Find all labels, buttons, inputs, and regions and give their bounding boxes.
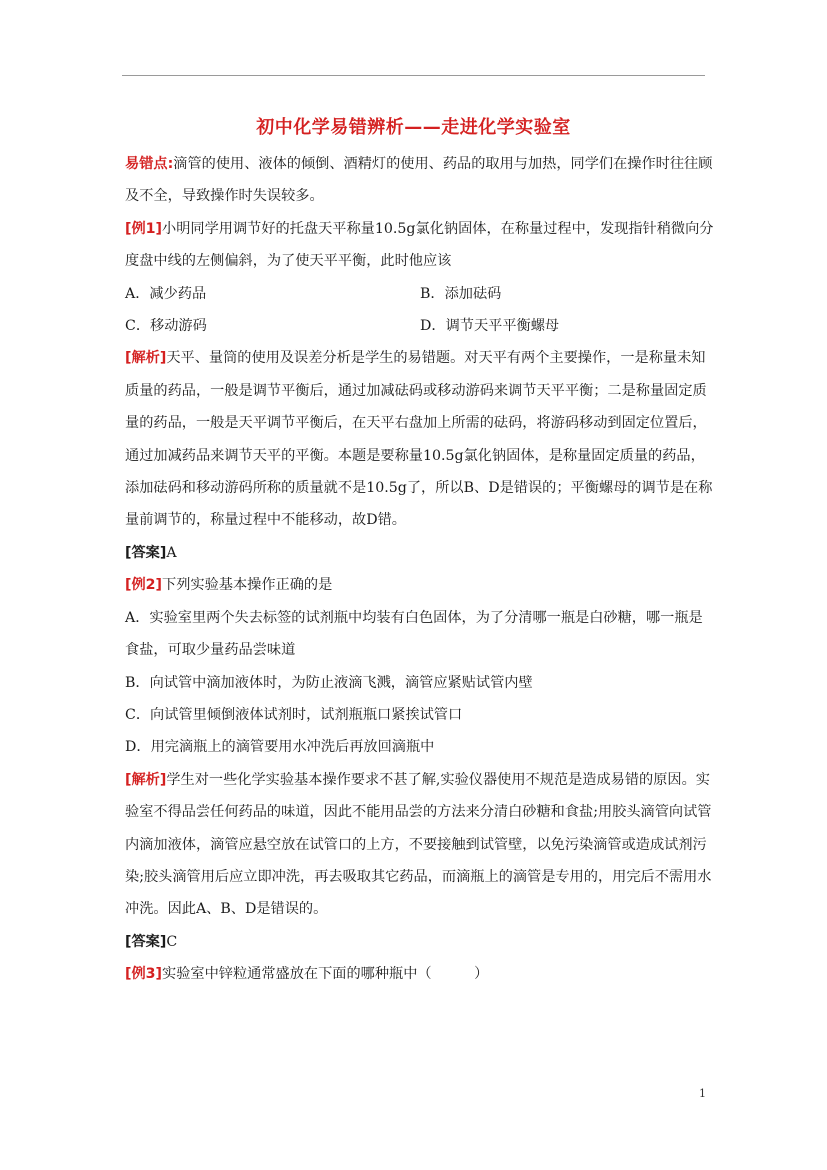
intro-paragraph	[125, 148, 715, 213]
error-point-label: 易错点:	[125, 156, 174, 172]
example-3-question	[125, 958, 715, 990]
example-2-answer	[125, 926, 715, 958]
analysis-text: 学生对一些化学实验基本操作要求不甚了解,实验仪器使用不规范是造成易错的原因。实验室不得品尝任何药品的味道，因此不能用品尝的方法来分清白砂糖和食盐;用胶头滴管向试管内滴加液体，滴管应悬空放在试管口的上方，不要接触到试管壁，以免污染滴管或造成试剂污染;胶头滴管用后应立即冲洗，再去吸取其它药品，而滴瓶上的滴管是专用的，用完后不需用水冲洗。因此A、B、D是错误的。	[125, 771, 712, 918]
analysis-label: [解析]	[125, 350, 167, 367]
option-d: D．调节天平平衡螺母	[420, 318, 560, 335]
example-2-option-a: A．实验室里两个失去标签的试剂瓶中均装有白色固体，为了分清哪一瓶是白砂糖，哪一瓶是食盐，可取少量药品尝味道	[125, 609, 703, 659]
analysis-label: [解析]	[125, 771, 167, 788]
example-3-label: [例3]	[125, 966, 163, 983]
header-rule	[122, 75, 705, 76]
example-2-label: [例2]	[125, 577, 163, 594]
example-2-text: 下列实验基本操作正确的是	[162, 577, 333, 594]
answer-value: A	[166, 544, 177, 561]
analysis-text: 天平、量筒的使用及误差分析是学生的易错题。对天平有两个主要操作，一是称量未知质量的药品，一般是调节平衡后，通过加减砝码或移动游码来调节天平平衡；二是称量固定质量的药品，一般是天平调节平衡后，在天平右盘加上所需的砝码，将游码移动到固定位置后，通过加减药品来调节天平的平衡。本题是要称量10.5g氯化钠固体，是称量固定质量的药品，添加砝码和移动游码所称的质量就不是10.5g了，所以B、D是错误的；平衡螺母的调节是在称量前调节的，称量过程中不能移动，故D错。	[125, 350, 713, 529]
example-1-answer	[125, 537, 715, 569]
example-1-question	[125, 213, 715, 278]
example-1-text: 小明同学用调节好的托盘天平称量10.5g氯化钠固体，在称量过程中，发现指针稍微向分度盘中线的左侧偏斜，为了使天平平衡，此时他应该	[125, 220, 714, 270]
example-1-options-row-2	[125, 310, 715, 342]
answer-label: [答案]	[125, 544, 167, 561]
answer-value: C	[166, 933, 178, 950]
example-2-option-b: B．向试管中滴加液体时，为防止液滴飞溅，滴管应紧贴试管内壁	[125, 674, 533, 691]
answer-label: [答案]	[125, 933, 167, 950]
example-2-option-d: D．用完滴瓶上的滴管要用水冲洗后再放回滴瓶中	[125, 739, 435, 756]
option-b: B．添加砝码	[420, 285, 502, 302]
page-title: 初中化学易错辨析——走进化学实验室	[256, 117, 571, 138]
example-1-label: [例1]	[125, 220, 163, 237]
example-2-option-c: C．向试管里倾倒液体试剂时，试剂瓶瓶口紧挨试管口	[125, 706, 463, 723]
option-c: C．移动游码	[125, 318, 207, 335]
example-2-analysis	[125, 764, 715, 926]
example-3-text: 实验室中锌粒通常盛放在下面的哪种瓶中（ ）	[162, 966, 489, 983]
example-1-analysis	[125, 342, 715, 536]
intro-text: 滴管的使用、液体的倾倒、酒精灯的使用、药品的取用与加热，同学们在操作时往往顾及不全，导致操作时失误较多。	[125, 156, 713, 205]
option-a: A．减少药品	[125, 285, 207, 302]
page-number: 1	[699, 1087, 706, 1100]
document-body	[125, 148, 715, 991]
example-2-question	[125, 569, 715, 601]
example-1-options-row-1	[125, 278, 715, 310]
